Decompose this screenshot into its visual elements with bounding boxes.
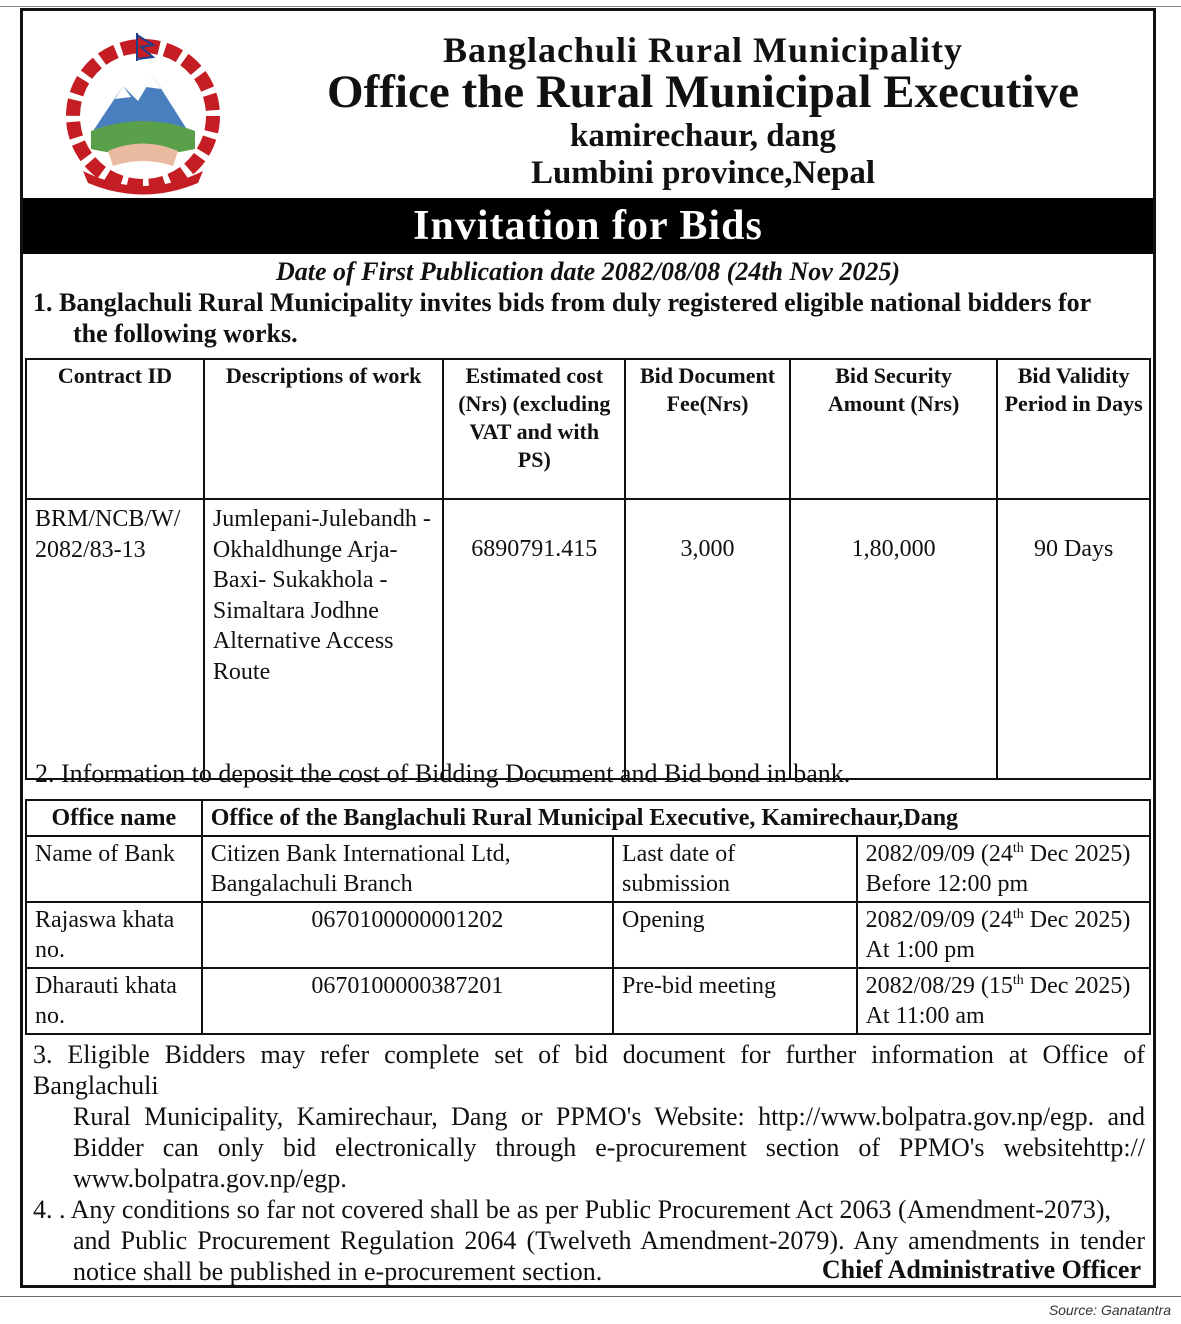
cell-validity: 90 Days xyxy=(997,499,1150,779)
signature: Chief Administrative Officer xyxy=(821,1255,1141,1284)
last-date-value xyxy=(857,836,1150,902)
table-row xyxy=(26,968,1150,1034)
opening-part: 2082/09/09 (24 xyxy=(865,907,1013,933)
municipality-emblem-icon xyxy=(53,31,233,196)
dharauti-label: Dharauti khata no. xyxy=(26,968,202,1034)
municipality-name: Banglachuli Rural Municipality xyxy=(442,30,964,70)
opening-sup: th xyxy=(1012,907,1024,922)
rajaswa-label: Rajaswa khata no. xyxy=(26,902,202,968)
header-description: Descriptions of work xyxy=(204,359,444,499)
conditions-section xyxy=(33,1039,1145,1287)
last-date-sup: th xyxy=(1012,841,1024,856)
notice-header xyxy=(23,11,1153,201)
bank-name-label: Name of Bank xyxy=(26,836,202,902)
bank-name-value: Citizen Bank International Ltd, Bangalachuli Branch xyxy=(202,836,613,902)
dharauti-value: 0670100000387201 xyxy=(202,968,613,1034)
bottom-rule xyxy=(0,1296,1181,1297)
table-row xyxy=(26,836,1150,902)
section-2-heading: 2. Information to deposit the cost of Bidding Document and Bid bond in bank. xyxy=(35,759,851,788)
header-validity: Bid Validity Period in Days xyxy=(997,359,1150,499)
para-4-line-1: 4. . Any conditions so far not covered shall be as per Public Procurement Act 2063 (Amendment-2073), xyxy=(33,1195,1112,1224)
table-row xyxy=(26,499,1150,779)
para-3-rest: Rural Municipality, Kamirechaur, Dang or PPMO's Website: http://www.bolpatra.gov.np/egp. and Bidder can only bid electronically through e-procurement section of PPMO's websitehttp:// www.bolpatra.gov.np/egp. xyxy=(73,1102,1145,1193)
opening-part-2: Dec 2025) At 1:00 pm xyxy=(865,907,1131,963)
table-row xyxy=(26,902,1150,968)
invitation-line-2: the following works. xyxy=(73,319,298,348)
prebid-value xyxy=(857,968,1150,1034)
para-4-rest: and Public Procurement Regulation 2064 (Twelveth Amendment-2079). Any amendments in tender notice shall be published in e-procurement section. xyxy=(73,1226,1145,1286)
notice-frame xyxy=(20,8,1156,1288)
publication-date: Date of First Publication date 2082/08/08 (24th Nov 2025) xyxy=(276,257,900,286)
header-bid-doc-fee: Bid Document Fee(Nrs) xyxy=(625,359,790,499)
last-date-label: Last date of submission xyxy=(613,836,857,902)
header-estimated-cost: Estimated cost (Nrs) (excluding VAT and with PS) xyxy=(443,359,625,499)
cell-contract-id: BRM/NCB/W/ 2082/83-13 xyxy=(26,499,204,779)
rajaswa-value: 0670100000001202 xyxy=(202,902,613,968)
cell-description: Jumlepani-Julebandh - Okhaldhunge Arja-Baxi- Sukakhola - Simaltara Jodhne Alternative Access Route xyxy=(204,499,444,779)
last-date-part: 2082/09/09 (24 xyxy=(865,841,1013,867)
header-bid-security: Bid Security Amount (Nrs) xyxy=(790,359,997,499)
office-name-value: Office of the Banglachuli Rural Municipal Executive, Kamirechaur,Dang xyxy=(202,800,1150,836)
table-row xyxy=(26,800,1150,836)
address-line-2: Lumbini province,Nepal xyxy=(530,155,876,191)
cell-bid-security: 1,80,000 xyxy=(790,499,997,779)
invitation-paragraph xyxy=(33,287,1145,349)
works-table xyxy=(25,358,1151,780)
prebid-sup: th xyxy=(1012,973,1024,988)
invitation-line-1: 1. Banglachuli Rural Municipality invites bids from duly registered eligible national bidders for xyxy=(33,288,1092,317)
prebid-label: Pre-bid meeting xyxy=(613,968,857,1034)
opening-label: Opening xyxy=(613,902,857,968)
notice-banner-title: Invitation for Bids xyxy=(23,198,1153,254)
top-rule xyxy=(0,0,1181,7)
works-table-header-row xyxy=(26,359,1150,499)
last-date-part-2: Dec 2025) Before 12:00 pm xyxy=(865,841,1131,897)
prebid-part-2: Dec 2025) At 11:00 am xyxy=(865,973,1131,1029)
office-name-label: Office name xyxy=(26,800,202,836)
opening-value xyxy=(857,902,1150,968)
office-title: Office the Rural Municipal Executive xyxy=(327,66,1079,118)
prebid-part: 2082/08/29 (15 xyxy=(865,973,1013,999)
source-credit: Source: Ganatantra xyxy=(1048,1302,1171,1318)
address-line-1: kamirechaur, dang xyxy=(570,118,836,154)
cell-estimated-cost: 6890791.415 xyxy=(443,499,625,779)
header-contract-id: Contract ID xyxy=(26,359,204,499)
para-3-line-1: 3. Eligible Bidders may refer complete set of bid document for further information at Office of Banglachuli xyxy=(33,1040,1145,1100)
cell-bid-doc-fee: 3,000 xyxy=(625,499,790,779)
bank-info-table xyxy=(25,799,1151,1035)
